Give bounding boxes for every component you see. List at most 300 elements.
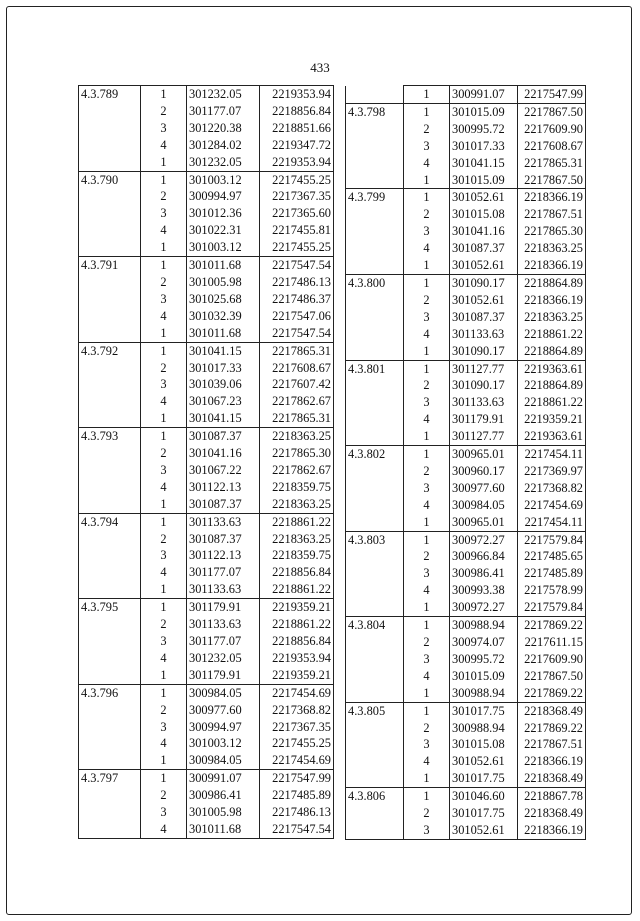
point-number-cell: 1 — [404, 617, 450, 634]
y-coordinate-cell: 2217455.81 — [260, 222, 334, 239]
plot-id-cell — [79, 325, 141, 342]
y-coordinate-cell: 2218864.89 — [518, 343, 586, 360]
x-coordinate-cell: 301005.98 — [187, 804, 260, 821]
x-coordinate-cell: 300965.01 — [450, 446, 518, 463]
point-number-cell: 1 — [404, 360, 450, 377]
x-coordinate-cell: 301090.17 — [450, 343, 518, 360]
y-coordinate-cell: 2218861.22 — [518, 326, 586, 343]
y-coordinate-cell: 2217865.30 — [518, 223, 586, 240]
table-row — [79, 804, 334, 821]
x-coordinate-cell: 301090.17 — [450, 377, 518, 394]
table-row — [346, 103, 586, 120]
point-number-cell: 1 — [404, 86, 450, 104]
y-coordinate-cell: 2219363.61 — [518, 428, 586, 445]
x-coordinate-cell: 300988.94 — [450, 685, 518, 702]
table-row — [79, 719, 334, 736]
plot-id-cell — [346, 121, 404, 138]
table-row — [79, 667, 334, 684]
table-row — [79, 479, 334, 496]
plot-id-cell — [346, 565, 404, 582]
plot-id-cell — [79, 650, 141, 667]
table-row — [79, 308, 334, 325]
y-coordinate-cell: 2217485.89 — [518, 565, 586, 582]
y-coordinate-cell: 2217869.22 — [518, 720, 586, 737]
x-coordinate-cell: 301015.09 — [450, 668, 518, 685]
plot-id-cell — [79, 735, 141, 752]
x-coordinate-cell: 300994.97 — [187, 719, 260, 736]
y-coordinate-cell: 2217609.90 — [518, 651, 586, 668]
x-coordinate-cell: 301232.05 — [187, 650, 260, 667]
y-coordinate-cell: 2217608.67 — [260, 360, 334, 377]
x-coordinate-cell: 300977.60 — [187, 702, 260, 719]
y-coordinate-cell: 2219359.21 — [260, 667, 334, 684]
y-coordinate-cell: 2217547.99 — [518, 86, 586, 104]
plot-id-cell — [346, 720, 404, 737]
plot-id-cell: 4.3.804 — [346, 617, 404, 634]
y-coordinate-cell: 2217547.54 — [260, 325, 334, 342]
table-row — [346, 309, 586, 326]
table-row — [79, 770, 334, 787]
table-row — [346, 360, 586, 377]
x-coordinate-cell: 301232.05 — [187, 86, 260, 103]
table-row — [79, 752, 334, 769]
table-row — [79, 531, 334, 548]
table-row — [346, 343, 586, 360]
point-number-cell: 4 — [423, 155, 430, 170]
x-coordinate-cell: 301177.07 — [187, 564, 260, 581]
plot-id-cell: 4.3.793 — [79, 428, 141, 445]
page-number: 433 — [310, 60, 330, 75]
x-coordinate-cell: 301011.68 — [187, 821, 260, 838]
x-coordinate-cell: 301133.63 — [187, 581, 260, 598]
table-row — [79, 171, 334, 188]
y-coordinate-cell: 2218368.49 — [518, 702, 586, 719]
x-coordinate-cell: 300966.84 — [450, 548, 518, 565]
table-row — [79, 684, 334, 701]
point-number-cell: 2 — [423, 463, 430, 478]
x-coordinate-cell: 301067.23 — [187, 393, 260, 410]
x-coordinate-cell: 300994.97 — [187, 188, 260, 205]
y-coordinate-cell: 2217547.54 — [260, 821, 334, 838]
plot-id-cell — [79, 616, 141, 633]
table-row — [79, 342, 334, 359]
y-coordinate-cell: 2217607.42 — [260, 376, 334, 393]
plot-id-cell — [79, 479, 141, 496]
plot-id-cell — [346, 394, 404, 411]
y-coordinate-cell: 2218363.25 — [518, 309, 586, 326]
plot-id-cell — [79, 719, 141, 736]
plot-id-cell — [346, 309, 404, 326]
x-coordinate-cell: 301087.37 — [187, 496, 260, 513]
point-number-cell: 4 — [160, 479, 167, 494]
point-number-cell: 1 — [141, 257, 187, 274]
y-coordinate-cell: 2218368.49 — [518, 805, 586, 822]
point-number-cell: 1 — [423, 514, 430, 529]
point-number-cell: 1 — [404, 531, 450, 548]
plot-id-cell — [79, 120, 141, 137]
table-row — [346, 377, 586, 394]
plot-id-cell — [346, 497, 404, 514]
plot-id-cell — [346, 223, 404, 240]
point-number-cell: 3 — [404, 822, 450, 839]
plot-id-cell — [79, 239, 141, 256]
table-row — [79, 633, 334, 650]
y-coordinate-cell: 2219347.72 — [260, 137, 334, 154]
point-number-cell: 2 — [423, 549, 430, 564]
plot-id-cell — [79, 376, 141, 393]
table-row — [79, 86, 334, 103]
x-coordinate-cell: 301041.15 — [187, 342, 260, 359]
table-row — [346, 411, 586, 428]
table-row — [346, 514, 586, 531]
plot-id-cell — [79, 188, 141, 205]
x-coordinate-cell: 300977.60 — [450, 480, 518, 497]
point-number-cell: 4 — [160, 565, 167, 580]
plot-id-cell: 4.3.805 — [346, 702, 404, 719]
plot-id-cell — [79, 445, 141, 462]
y-coordinate-cell: 2218363.25 — [260, 531, 334, 548]
table-row — [346, 292, 586, 309]
point-number-cell: 1 — [160, 582, 167, 597]
point-number-cell: 1 — [160, 240, 167, 255]
y-coordinate-cell: 2217865.31 — [260, 410, 334, 427]
point-number-cell: 1 — [404, 788, 450, 805]
y-coordinate-cell: 2218359.75 — [260, 479, 334, 496]
y-coordinate-cell: 2217454.69 — [518, 497, 586, 514]
plot-id-cell — [79, 137, 141, 154]
point-number-cell: 1 — [160, 325, 167, 340]
plot-id-cell: 4.3.798 — [346, 103, 404, 120]
x-coordinate-cell: 301052.61 — [450, 189, 518, 206]
point-number-cell: 2 — [423, 121, 430, 136]
plot-id-cell: 4.3.790 — [79, 171, 141, 188]
table-row — [79, 376, 334, 393]
x-coordinate-cell: 301133.63 — [187, 513, 260, 530]
plot-id-cell: 4.3.801 — [346, 360, 404, 377]
point-number-cell: 4 — [423, 754, 430, 769]
table-row — [79, 120, 334, 137]
table-row — [79, 222, 334, 239]
point-number-cell: 2 — [160, 189, 167, 204]
x-coordinate-cell: 301012.36 — [187, 205, 260, 222]
x-coordinate-cell: 301011.68 — [187, 325, 260, 342]
table-row — [346, 497, 586, 514]
x-coordinate-cell: 301017.75 — [450, 805, 518, 822]
x-coordinate-cell: 301025.68 — [187, 291, 260, 308]
x-coordinate-cell: 300988.94 — [450, 720, 518, 737]
plot-id-cell: 4.3.791 — [79, 257, 141, 274]
plot-id-cell — [79, 496, 141, 513]
y-coordinate-cell: 2218856.84 — [260, 564, 334, 581]
plot-id-cell — [346, 582, 404, 599]
point-number-cell: 1 — [160, 667, 167, 682]
y-coordinate-cell: 2217867.50 — [518, 103, 586, 120]
plot-id-cell — [346, 172, 404, 189]
x-coordinate-cell: 301067.22 — [187, 462, 260, 479]
x-coordinate-cell: 301177.07 — [187, 633, 260, 650]
plot-id-cell: 4.3.800 — [346, 274, 404, 291]
x-coordinate-cell: 300986.41 — [450, 565, 518, 582]
plot-id-cell — [79, 564, 141, 581]
table-row — [346, 257, 586, 274]
x-coordinate-cell: 301133.63 — [450, 394, 518, 411]
plot-id-cell: 4.3.799 — [346, 189, 404, 206]
point-number-cell: 2 — [160, 103, 167, 118]
y-coordinate-cell: 2218861.22 — [260, 513, 334, 530]
table-row — [346, 428, 586, 445]
plot-id-cell — [346, 343, 404, 360]
x-coordinate-cell: 301015.09 — [450, 103, 518, 120]
plot-id-cell: 4.3.797 — [79, 770, 141, 787]
table-row — [79, 702, 334, 719]
point-number-cell: 1 — [404, 103, 450, 120]
table-row — [79, 103, 334, 120]
x-coordinate-cell: 301017.75 — [450, 702, 518, 719]
plot-id-cell — [79, 821, 141, 838]
plot-id-cell — [79, 154, 141, 171]
x-coordinate-cell: 301003.12 — [187, 171, 260, 188]
x-coordinate-cell: 301005.98 — [187, 274, 260, 291]
y-coordinate-cell: 2218856.84 — [260, 103, 334, 120]
point-number-cell: 4 — [141, 821, 187, 838]
plot-id-cell — [346, 822, 404, 839]
plot-id-cell — [346, 480, 404, 497]
table-row — [79, 428, 334, 445]
table-row — [346, 548, 586, 565]
plot-id-cell — [346, 155, 404, 172]
plot-id-cell: 4.3.806 — [346, 788, 404, 805]
x-coordinate-cell: 301087.37 — [187, 428, 260, 445]
plot-id-cell: 4.3.792 — [79, 342, 141, 359]
x-coordinate-cell: 301003.12 — [187, 239, 260, 256]
point-number-cell: 1 — [141, 770, 187, 787]
y-coordinate-cell: 2217579.84 — [518, 531, 586, 548]
point-number-cell: 2 — [423, 292, 430, 307]
x-coordinate-cell: 300960.17 — [450, 463, 518, 480]
y-coordinate-cell: 2218363.25 — [518, 240, 586, 257]
point-number-cell: 1 — [141, 428, 187, 445]
y-coordinate-cell: 2217609.90 — [518, 121, 586, 138]
x-coordinate-cell: 301179.91 — [450, 411, 518, 428]
y-coordinate-cell: 2218867.78 — [518, 788, 586, 805]
table-row — [346, 189, 586, 206]
x-coordinate-cell: 301133.63 — [187, 616, 260, 633]
point-number-cell: 1 — [404, 702, 450, 719]
table-row — [346, 822, 586, 839]
plot-id-cell — [79, 205, 141, 222]
table-row — [79, 650, 334, 667]
table-row — [79, 274, 334, 291]
table-row — [346, 206, 586, 223]
table-row — [346, 599, 586, 616]
table-row — [346, 651, 586, 668]
plot-id-cell — [346, 240, 404, 257]
y-coordinate-cell: 2217547.54 — [260, 257, 334, 274]
table-row — [346, 770, 586, 787]
point-number-cell: 3 — [423, 224, 430, 239]
table-row — [346, 617, 586, 634]
point-number-cell: 2 — [160, 446, 167, 461]
point-number-cell: 1 — [423, 429, 430, 444]
y-coordinate-cell: 2218366.19 — [518, 257, 586, 274]
point-number-cell: 3 — [160, 805, 167, 820]
point-number-cell: 3 — [160, 377, 167, 392]
plot-id-cell — [346, 685, 404, 702]
y-coordinate-cell: 2217455.25 — [260, 171, 334, 188]
plot-id-cell: 4.3.789 — [79, 86, 141, 103]
y-coordinate-cell: 2217367.35 — [260, 188, 334, 205]
table-row — [79, 462, 334, 479]
y-coordinate-cell: 2217369.97 — [518, 463, 586, 480]
table-row — [346, 702, 586, 719]
point-number-cell: 2 — [423, 207, 430, 222]
y-coordinate-cell: 2218363.25 — [260, 428, 334, 445]
table-row — [79, 410, 334, 427]
plot-id-cell — [79, 787, 141, 804]
y-coordinate-cell: 2217867.50 — [518, 172, 586, 189]
point-number-cell: 2 — [160, 531, 167, 546]
point-number-cell: 3 — [423, 651, 430, 666]
plot-id-cell: 4.3.802 — [346, 446, 404, 463]
plot-id-cell — [79, 581, 141, 598]
y-coordinate-cell: 2219363.61 — [518, 360, 586, 377]
point-number-cell: 4 — [423, 241, 430, 256]
x-coordinate-cell: 301087.37 — [187, 531, 260, 548]
x-coordinate-cell: 300988.94 — [450, 617, 518, 634]
y-coordinate-cell: 2218363.25 — [260, 496, 334, 513]
y-coordinate-cell: 2217455.25 — [260, 735, 334, 752]
table-row — [346, 565, 586, 582]
point-number-cell: 4 — [160, 650, 167, 665]
plot-id-cell — [346, 753, 404, 770]
point-number-cell: 1 — [404, 446, 450, 463]
x-coordinate-cell: 301017.33 — [450, 138, 518, 155]
point-number-cell: 2 — [423, 806, 430, 821]
plot-id-cell — [346, 206, 404, 223]
x-coordinate-cell: 301179.91 — [187, 667, 260, 684]
table-row — [79, 547, 334, 564]
plot-id-cell — [79, 633, 141, 650]
table-row — [79, 616, 334, 633]
point-number-cell: 4 — [423, 583, 430, 598]
plot-id-cell — [79, 274, 141, 291]
y-coordinate-cell: 2218368.49 — [518, 770, 586, 787]
plot-id-cell — [79, 752, 141, 769]
table-row — [79, 291, 334, 308]
y-coordinate-cell: 2217454.69 — [260, 752, 334, 769]
point-number-cell: 3 — [160, 206, 167, 221]
x-coordinate-cell: 301179.91 — [187, 599, 260, 616]
point-number-cell: 3 — [160, 291, 167, 306]
table-row — [346, 736, 586, 753]
table-row — [346, 685, 586, 702]
y-coordinate-cell: 2217867.50 — [518, 668, 586, 685]
table-row — [79, 735, 334, 752]
point-number-cell: 3 — [160, 719, 167, 734]
table-row — [79, 239, 334, 256]
x-coordinate-cell: 300995.72 — [450, 651, 518, 668]
plot-id-cell — [79, 410, 141, 427]
x-coordinate-cell: 301220.38 — [187, 120, 260, 137]
plot-id-cell: 4.3.794 — [79, 513, 141, 530]
y-coordinate-cell: 2217579.84 — [518, 599, 586, 616]
x-coordinate-cell: 301177.07 — [187, 103, 260, 120]
point-number-cell: 1 — [141, 599, 187, 616]
x-coordinate-cell: 300995.72 — [450, 121, 518, 138]
table-row — [79, 154, 334, 171]
y-coordinate-cell: 2217862.67 — [260, 393, 334, 410]
plot-id-cell — [346, 257, 404, 274]
plot-id-cell — [346, 138, 404, 155]
y-coordinate-cell: 2217865.30 — [260, 445, 334, 462]
plot-id-cell: 4.3.795 — [79, 599, 141, 616]
y-coordinate-cell: 2218366.19 — [518, 822, 586, 839]
plot-id-cell — [346, 548, 404, 565]
y-coordinate-cell: 2217486.37 — [260, 291, 334, 308]
point-number-cell: 2 — [160, 360, 167, 375]
plot-id-cell — [346, 326, 404, 343]
y-coordinate-cell: 2217862.67 — [260, 462, 334, 479]
point-number-cell: 3 — [160, 548, 167, 563]
x-coordinate-cell: 300986.41 — [187, 787, 260, 804]
y-coordinate-cell: 2218861.22 — [260, 616, 334, 633]
x-coordinate-cell: 300965.01 — [450, 514, 518, 531]
point-number-cell: 2 — [160, 617, 167, 632]
y-coordinate-cell: 2217485.65 — [518, 548, 586, 565]
x-coordinate-cell: 301041.15 — [450, 155, 518, 172]
table-row — [346, 155, 586, 172]
y-coordinate-cell: 2218366.19 — [518, 753, 586, 770]
point-number-cell: 4 — [160, 308, 167, 323]
plot-id-cell — [346, 377, 404, 394]
plot-id-cell — [346, 86, 404, 104]
table-row — [346, 668, 586, 685]
table-row — [79, 821, 334, 838]
table-row — [346, 121, 586, 138]
x-coordinate-cell: 301015.09 — [450, 172, 518, 189]
x-coordinate-cell: 301046.60 — [450, 788, 518, 805]
point-number-cell: 3 — [423, 395, 430, 410]
table-row — [346, 480, 586, 497]
y-coordinate-cell: 2217611.15 — [518, 634, 586, 651]
table-row — [346, 634, 586, 651]
table-row — [346, 788, 586, 805]
point-number-cell: 1 — [423, 172, 430, 187]
point-number-cell: 1 — [141, 171, 187, 188]
x-coordinate-cell: 301041.16 — [187, 445, 260, 462]
table-row — [346, 394, 586, 411]
plot-id-cell — [79, 291, 141, 308]
y-coordinate-cell: 2217547.06 — [260, 308, 334, 325]
x-coordinate-cell: 300984.05 — [187, 752, 260, 769]
plot-id-cell — [79, 702, 141, 719]
plot-id-cell — [346, 514, 404, 531]
table-row — [79, 445, 334, 462]
x-coordinate-cell: 300993.38 — [450, 582, 518, 599]
x-coordinate-cell: 300991.07 — [450, 86, 518, 104]
point-number-cell: 3 — [160, 634, 167, 648]
y-coordinate-cell: 2217454.11 — [518, 514, 586, 531]
table-row — [346, 463, 586, 480]
plot-id-cell — [346, 770, 404, 787]
x-coordinate-cell: 301041.15 — [187, 410, 260, 427]
x-coordinate-cell: 301032.39 — [187, 308, 260, 325]
point-number-cell: 3 — [160, 462, 167, 477]
y-coordinate-cell: 2219353.94 — [260, 154, 334, 171]
table-row — [79, 137, 334, 154]
table-row — [79, 188, 334, 205]
y-coordinate-cell: 2218864.89 — [518, 377, 586, 394]
